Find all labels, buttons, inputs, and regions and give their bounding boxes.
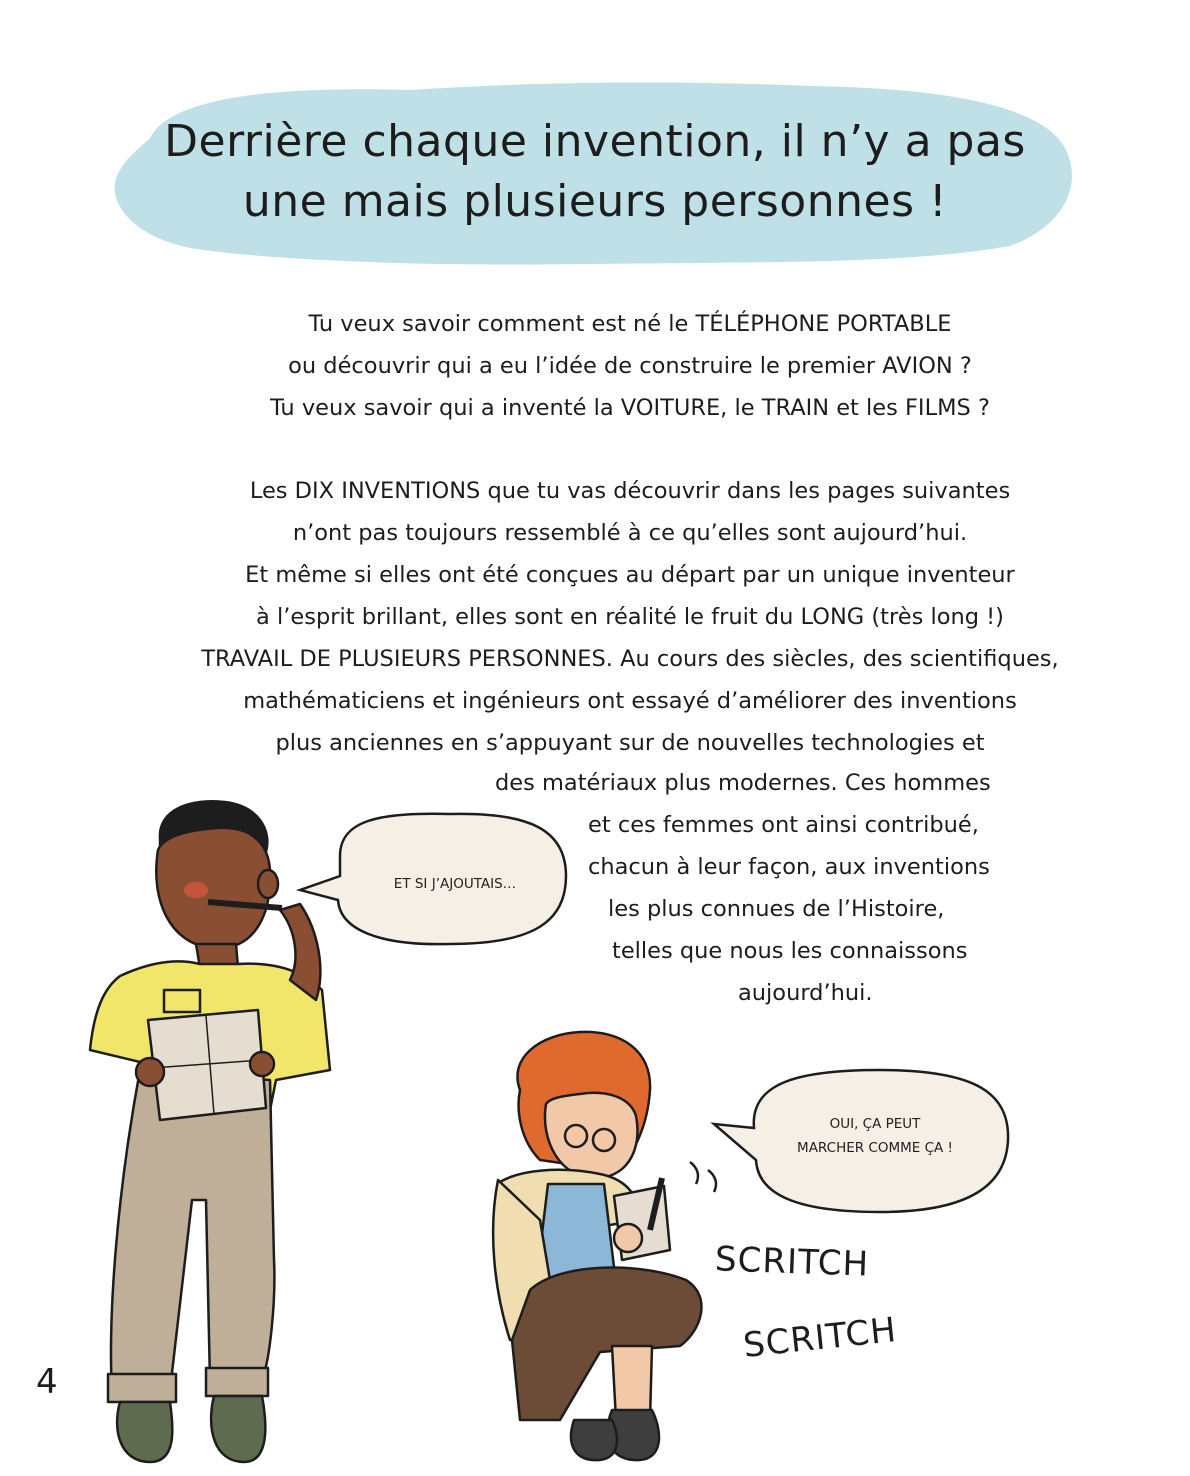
body-line: aujourd’hui. bbox=[738, 980, 873, 1006]
bubble-line: ET SI J’AJOUTAIS… bbox=[393, 876, 517, 892]
body-line: Et même si elles ont été conçues au départ par un unique inventeur bbox=[245, 562, 1015, 588]
body-line: telles que nous les connaissons bbox=[612, 938, 968, 964]
title-line-1: Derrière chaque invention, il n’y a pas bbox=[164, 116, 1026, 167]
body-line: et ces femmes ont ainsi contribué, bbox=[588, 812, 979, 838]
page-number: 4 bbox=[36, 1362, 58, 1402]
woman-illustration bbox=[493, 1032, 716, 1460]
sound-effect-scritch-1: SCRITCH bbox=[714, 1239, 870, 1285]
body-line: des matériaux plus modernes. Ces hommes bbox=[495, 770, 991, 796]
title-line-2: une mais plusieurs personnes ! bbox=[242, 176, 948, 227]
body-line: les plus connues de l’Histoire, bbox=[608, 896, 945, 922]
intro-line: ou découvrir qui a eu l’idée de construire le premier AVION ? bbox=[288, 353, 972, 379]
intro-line: Tu veux savoir qui a inventé la VOITURE, le TRAIN et les FILMS ? bbox=[270, 395, 990, 421]
man-illustration bbox=[90, 801, 330, 1462]
body-line: plus anciennes en s’appuyant sur de nouvelles technologies et bbox=[275, 730, 985, 756]
body-line: chacun à leur façon, aux inventions bbox=[588, 854, 990, 880]
body-line: TRAVAIL DE PLUSIEURS PERSONNES. Au cours des siècles, des scientifiques, bbox=[201, 646, 1059, 672]
body-line: Les DIX INVENTIONS que tu vas découvrir dans les pages suivantes bbox=[249, 478, 1011, 504]
speech-bubble-woman-text bbox=[770, 1112, 980, 1160]
speech-bubble-man-text bbox=[360, 872, 550, 896]
body-line: à l’esprit brillant, elles sont en réalité le fruit du LONG (très long !) bbox=[256, 604, 1004, 630]
sound-effect-scritch-2: SCRITCH bbox=[741, 1310, 899, 1366]
bubble-line: OUI, ÇA PEUT bbox=[829, 1116, 921, 1132]
body-line: n’ont pas toujours ressemblé à ce qu’elles sont aujourd’hui. bbox=[292, 520, 968, 546]
body-line: mathématiciens et ingénieurs ont essayé d’améliorer des inventions bbox=[243, 688, 1017, 714]
intro-line: Tu veux savoir comment est né le TÉLÉPHONE PORTABLE bbox=[308, 311, 952, 337]
bubble-line: MARCHER COMME ÇA ! bbox=[797, 1140, 953, 1156]
